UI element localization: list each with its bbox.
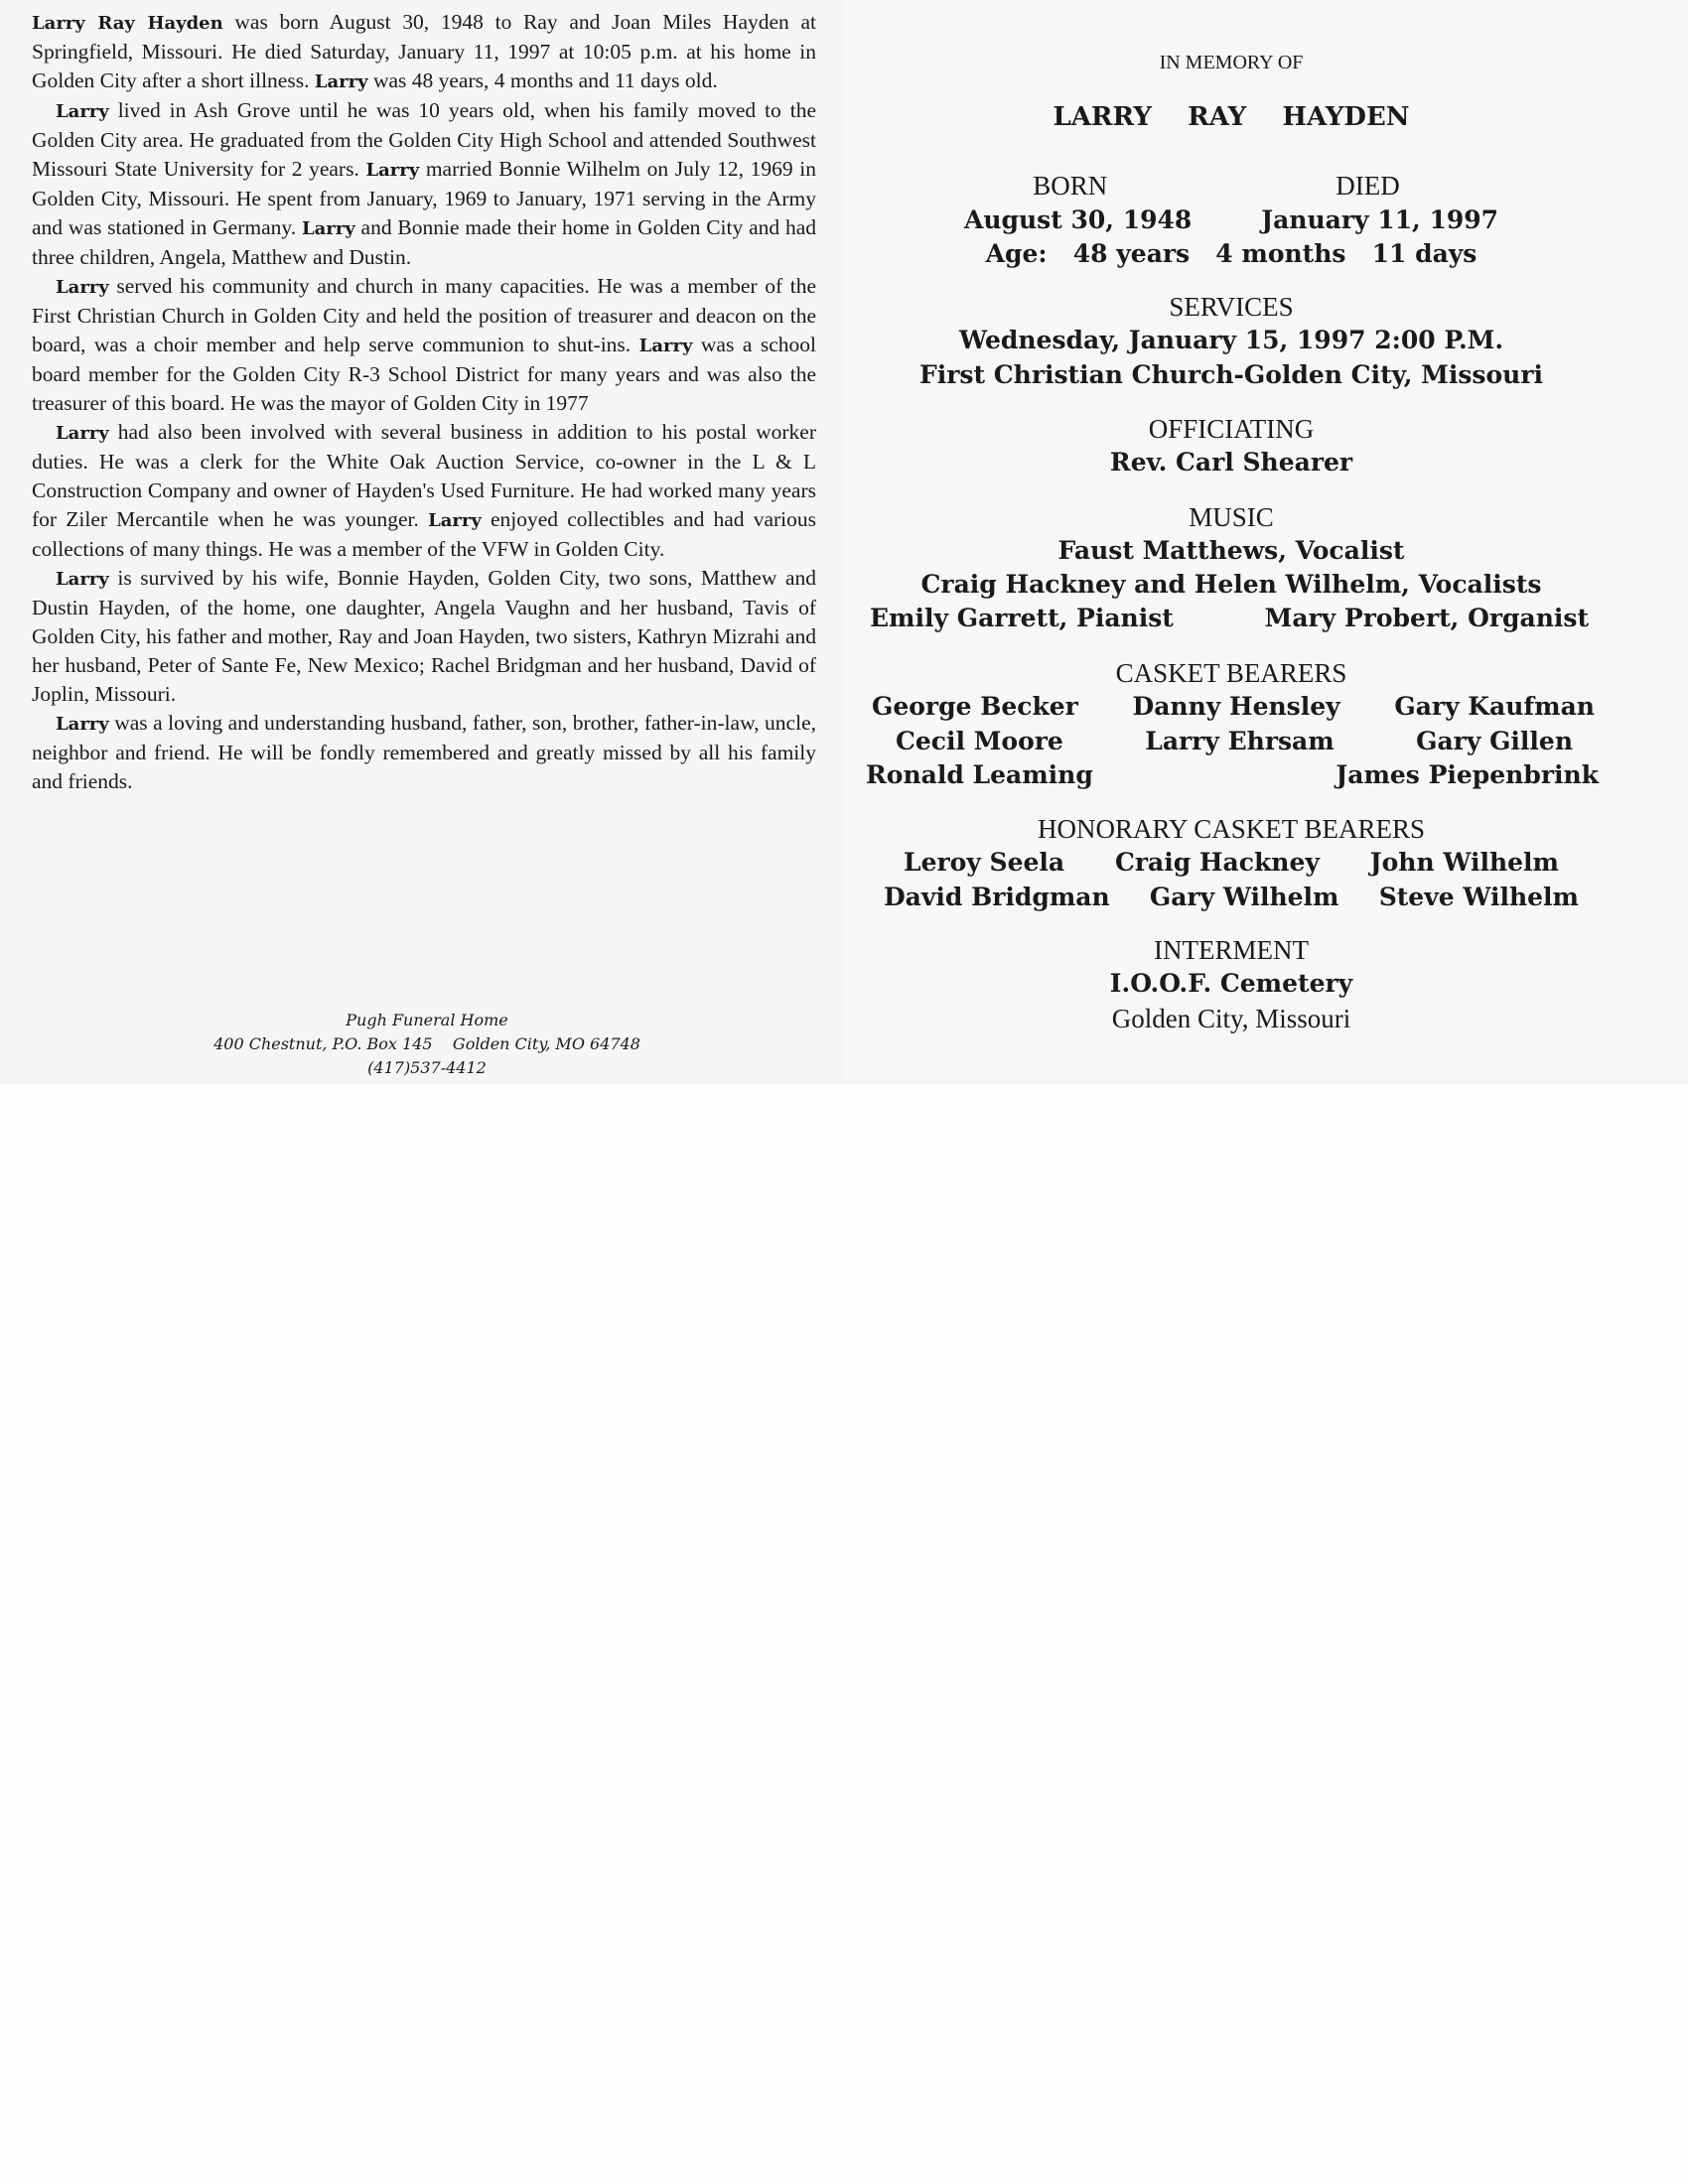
bearer: Ronald Leaming — [866, 760, 1093, 789]
bold-name: Larry — [638, 336, 693, 356]
bold-name: Larry — [301, 218, 355, 239]
funeral-home-name: Pugh Funeral Home — [346, 1011, 508, 1029]
died-label: DIED — [1336, 171, 1400, 201]
music-line: Faust Matthews, Vocalist — [1057, 536, 1405, 565]
officiating-label: OFFICIATING — [1148, 414, 1315, 444]
bold-name: Larry Ray Hayden — [32, 13, 223, 34]
city: Golden City, MO 64748 — [452, 1034, 640, 1053]
bold-name: Larry — [56, 101, 109, 122]
honorary-bearers-label: HONORARY CASKET BEARERS — [1037, 814, 1426, 844]
bearer: George Becker — [872, 692, 1078, 721]
obituary-paragraph — [32, 709, 816, 796]
paragraph-text: and Bonnie made their home in Golden City and had three children, Angela, Matthew and Dustin. — [32, 215, 816, 269]
bearer: Cecil Moore — [896, 727, 1063, 755]
age-label: Age: — [985, 239, 1048, 268]
paragraph-text: lived in Ash Grove until he was 10 years old, when his family moved to the Golden City area. He graduated from the Golden City High School and attended Southwest Missouri State University for 2 years. — [32, 98, 816, 181]
interment-place: Golden City, Missouri — [1111, 1004, 1351, 1033]
honorary-bearer: Leroy Seela — [904, 848, 1065, 877]
bearer: James Piepenbrink — [1336, 760, 1599, 789]
music-line: Craig Hackney and Helen Wilhelm, Vocalists — [920, 570, 1542, 599]
obituary-text — [32, 8, 816, 796]
in-memory-heading: IN MEMORY OF — [1159, 52, 1304, 73]
bold-name: Larry — [428, 510, 482, 531]
obituary-paragraph — [32, 272, 816, 418]
services-place: First Christian Church-Golden City, Missouri — [919, 360, 1543, 389]
paragraph-text: served his community and church in many capacities. He was a member of the First Christian Church in Golden City and held the position of treasurer and deacon on the board, was a choir member and help serve communion to shut-ins. — [32, 274, 816, 356]
paragraph-text: married Bonnie Wilhelm on July 12, 1969 in Golden City, Missouri. He spent from January, 1969 to January, 1971 serving in the Army and was stationed in Germany. — [32, 157, 816, 239]
age-months: 4 months — [1215, 239, 1346, 268]
bold-name: Larry — [56, 423, 109, 444]
paragraph-text: was a loving and understanding husband, father, son, brother, father-in-law, uncle, neighbor and friend. He will be fondly remembered and greatly missed by all his family and friends. — [32, 711, 816, 793]
born-date: August 30, 1948 — [963, 205, 1193, 234]
bold-name: Larry — [56, 714, 109, 735]
died-date: January 11, 1997 — [1261, 205, 1499, 234]
obituary-paragraph — [32, 8, 816, 96]
bold-name: Larry — [365, 160, 420, 181]
dates-row — [854, 204, 1609, 237]
honorary-bearer: David Bridgman — [884, 883, 1110, 911]
casket-row — [854, 758, 1609, 792]
paragraph-text: was 48 years, 4 months and 11 days old. — [367, 68, 718, 92]
obituary-paragraph — [32, 418, 816, 564]
age-row — [854, 237, 1609, 271]
organist: Mary Probert, Organist — [1264, 604, 1589, 632]
paragraph-text: is survived by his wife, Bonnie Hayden, Golden City, two sons, Matthew and Dustin Hayden, of the home, one daughter, Angela Vaughn and her husband, Tavis of Golden City, his father and mother, Ray and Joan Hayden, two sisters, Kathryn Mizrahi and her husband, Peter of Sante Fe, New Mexico; Rachel Bridgman and her husband, David of Joplin, Missouri. — [32, 566, 816, 706]
paragraph-text: was born August 30, 1948 to Ray and Joan Miles Hayden at Springfield, Missouri. He died Saturday, January 11, 1997 at 10:05 p.m. at his home in Golden City after a short illness. — [32, 10, 817, 92]
middle-name: RAY — [1188, 102, 1247, 132]
honorary-bearer: Craig Hackney — [1114, 848, 1320, 877]
honorary-row — [854, 846, 1609, 880]
age-years: 48 years — [1072, 239, 1191, 268]
casket-row — [854, 690, 1609, 724]
casket-bearers-label: CASKET BEARERS — [1115, 658, 1347, 688]
born-died-labels — [854, 169, 1609, 203]
pianist: Emily Garrett, Pianist — [870, 604, 1174, 632]
bearer: Gary Gillen — [1416, 727, 1573, 755]
deceased-name — [854, 100, 1609, 134]
bearer: Larry Ehrsam — [1145, 727, 1335, 755]
officiant: Rev. Carl Shearer — [1109, 448, 1353, 477]
bold-name: Larry — [314, 71, 368, 92]
bearer: Gary Kaufman — [1394, 692, 1595, 721]
services-label: SERVICES — [1169, 292, 1294, 322]
interment-label: INTERMENT — [1154, 935, 1309, 965]
bold-name: Larry — [56, 569, 109, 590]
bearer: Danny Hensley — [1132, 692, 1340, 721]
paragraph-text: was a school board member for the Golden City R-3 School District for many years and was also the treasurer of this board. He was the mayor of Golden City in 1977 — [32, 333, 816, 415]
street: 400 Chestnut, P.O. Box 145 — [213, 1034, 433, 1053]
paragraph-text: enjoyed collectibles and had various collections of many things. He was a member of the VFW in Golden City. — [32, 507, 816, 561]
bold-name: Larry — [56, 277, 109, 298]
funeral-home-footer — [119, 1009, 735, 1080]
funeral-home-phone: (417)537-4412 — [367, 1058, 487, 1077]
paragraph-text: had also been involved with several business in addition to his postal worker duties. He was a clerk for the White Oak Auction Service, co-owner in the L & L Construction Company and owner of Hayden's Used Furniture. He had worked many years for Ziler Mercantile when he was younger. — [32, 420, 816, 531]
services-time: Wednesday, January 15, 1997 2:00 P.M. — [958, 326, 1504, 354]
last-name: HAYDEN — [1282, 102, 1410, 132]
obituary-paragraph — [32, 96, 816, 272]
first-name: LARRY — [1053, 102, 1152, 132]
funeral-home-address — [119, 1032, 735, 1056]
music-label: MUSIC — [1189, 502, 1274, 532]
cemetery: I.O.O.F. Cemetery — [1109, 969, 1353, 998]
honorary-bearer: Steve Wilhelm — [1378, 883, 1579, 911]
age-days: 11 days — [1371, 239, 1477, 268]
honorary-bearer: John Wilhelm — [1369, 848, 1559, 877]
music-row — [854, 602, 1609, 635]
honorary-row — [854, 881, 1609, 914]
honorary-bearer: Gary Wilhelm — [1149, 883, 1339, 911]
casket-row — [854, 725, 1609, 758]
obituary-paragraph — [32, 564, 816, 709]
born-label: BORN — [1033, 171, 1108, 201]
